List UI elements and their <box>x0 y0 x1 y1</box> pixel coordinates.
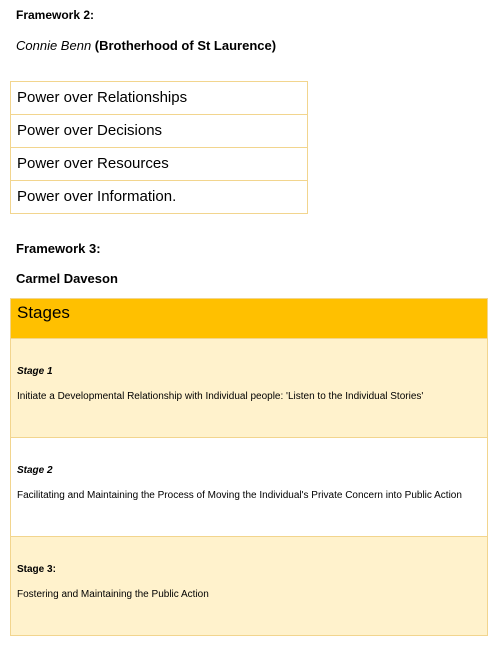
framework-3-author: Carmel Daveson <box>16 271 118 286</box>
framework-2-author-line <box>16 37 276 55</box>
power-cell-decisions: Power over Decisions <box>11 115 308 148</box>
framework-2-heading: Framework 2: <box>16 8 95 22</box>
table-row <box>11 148 308 181</box>
table-row <box>11 115 308 148</box>
stage-2-description: Facilitating and Maintaining the Process of Moving the Individual's Private Concern into Public Action <box>17 490 462 501</box>
stage-1-cell <box>11 339 488 438</box>
stages-table <box>10 298 488 636</box>
table-row <box>11 181 308 214</box>
table-row <box>11 82 308 115</box>
power-table <box>10 81 308 214</box>
stage-2-title: Stage 2 <box>17 465 53 476</box>
stage-3-description: Fostering and Maintaining the Public Action <box>17 589 209 600</box>
table-row <box>11 438 488 537</box>
stage-3-cell <box>11 537 488 636</box>
power-cell-information: Power over Information. <box>11 181 308 214</box>
framework-3-heading: Framework 3: <box>16 241 101 256</box>
framework-2-author: Connie Benn <box>16 38 92 53</box>
stage-2-cell <box>11 438 488 537</box>
table-row <box>11 537 488 636</box>
stages-header-cell: Stages <box>11 299 488 339</box>
stage-3-title: Stage 3: <box>17 564 56 575</box>
stage-1-description: Initiate a Developmental Relationship with Individual people: 'Listen to the Individual Stories' <box>17 391 424 402</box>
framework-2-organisation: (Brotherhood of St Laurence) <box>91 38 277 53</box>
power-cell-relationships: Power over Relationships <box>11 82 308 115</box>
stages-table-header <box>11 299 488 339</box>
table-row <box>11 339 488 438</box>
power-cell-resources: Power over Resources <box>11 148 308 181</box>
stage-1-title: Stage 1 <box>17 366 53 377</box>
